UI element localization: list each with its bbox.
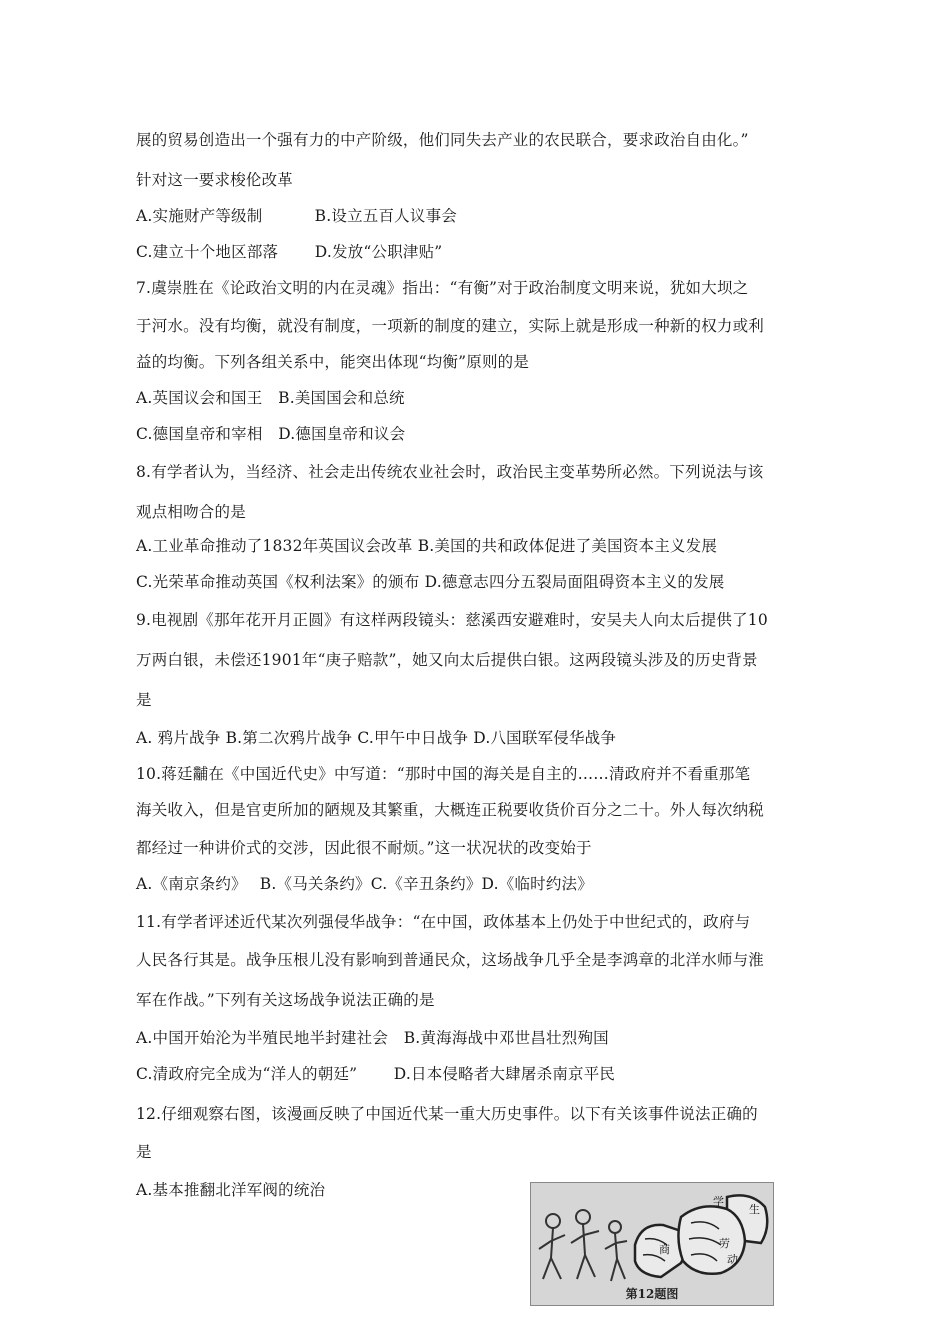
text-line: C.清政府完全成为“洋人的朝廷” D.日本侵略者大肆屠杀南京平民 bbox=[136, 1065, 616, 1083]
text-line: 10.蒋廷黼在《中国近代史》中写道：“那时中国的海关是自主的……清政府并不看重那笔 bbox=[136, 765, 751, 783]
text-line: C.建立十个地区部落 D.发放“公职津贴” bbox=[136, 243, 443, 261]
fist-label-4: 劳 bbox=[719, 1237, 730, 1250]
text-line: A.中国开始沦为半殖民地半封建社会 B.黄海海战中邓世昌壮烈殉国 bbox=[136, 1029, 609, 1047]
fist-label-2: 生 bbox=[749, 1203, 760, 1216]
text-line: A.实施财产等级制 B.设立五百人议事会 bbox=[136, 207, 457, 225]
text-line: 8.有学者认为，当经济、社会走出传统农业社会时，政治民主变革势所必然。下列说法与该 bbox=[136, 463, 764, 481]
text-line: 观点相吻合的是 bbox=[136, 503, 246, 521]
fist-label-1: 学 bbox=[713, 1195, 724, 1208]
text-line: 海关收入，但是官吏所加的陋规及其繁重，大概连正税要收货价百分之二十。外人每次纳税 bbox=[136, 801, 765, 819]
fist-label-3: 商 bbox=[659, 1243, 670, 1256]
text-line: 益的均衡。下列各组关系中，能突出体现“均衡”原则的是 bbox=[136, 353, 530, 371]
cartoon-figure-q12 bbox=[530, 1182, 774, 1306]
fist-label-5: 动 bbox=[727, 1253, 738, 1266]
text-line: A.基本推翻北洋军阀的统治 bbox=[136, 1181, 326, 1199]
text-line: 展的贸易创造出一个强有力的中产阶级，他们同失去产业的农民联合，要求政治自由化。” bbox=[136, 131, 749, 149]
text-line: 万两白银，未偿还1901年“庚子赔款”，她又向太后提供白银。这两段镜头涉及的历史背景 bbox=[136, 651, 758, 669]
text-line: 9.电视剧《那年花开月正圆》有这样两段镜头：慈溪西安避难时，安吴夫人向太后提供了10 bbox=[136, 611, 768, 629]
text-line: 人民各行其是。战争压根儿没有影响到普通民众，这场战争几乎全是李鸿章的北洋水师与淮 bbox=[136, 951, 765, 969]
text-line: C.德国皇帝和宰相 D.德国皇帝和议会 bbox=[136, 425, 406, 443]
text-line: 都经过一种讲价式的交涉，因此很不耐烦。”这一状况状的改变始于 bbox=[136, 839, 592, 857]
text-line: 是 bbox=[136, 1143, 152, 1161]
text-line: C.光荣革命推动英国《权利法案》的颁布 D.德意志四分五裂局面阻碍资本主义的发展 bbox=[136, 573, 725, 591]
figure-caption: 第12题图 bbox=[625, 1287, 679, 1301]
text-line: A.工业革命推动了1832年英国议会改革 B.美国的共和政体促进了美国资本主义发展 bbox=[136, 537, 718, 555]
text-line: 是 bbox=[136, 691, 152, 709]
text-line: 11.有学者评述近代某次列强侵华战争：“在中国，政体基本上仍处于中世纪式的，政府与 bbox=[136, 913, 751, 931]
text-line: 7.虞崇胜在《论政治文明的内在灵魂》指出：“有衡”对于政治制度文明来说，犹如大坝之 bbox=[136, 279, 749, 297]
text-line: 军在作战。”下列有关这场战争说法正确的是 bbox=[136, 991, 435, 1009]
text-line: A.英国议会和国王 B.美国国会和总统 bbox=[136, 389, 405, 407]
text-line: 针对这一要求梭伦改革 bbox=[136, 171, 294, 189]
text-line: A.《南京条约》 B.《马关条约》C.《辛丑条约》D.《临时约法》 bbox=[136, 875, 593, 893]
text-line: A. 鸦片战争 B.第二次鸦片战争 C.甲午中日战争 D.八国联军侵华战争 bbox=[136, 729, 617, 747]
text-line: 于河水。没有均衡，就没有制度，一项新的制度的建立，实际上就是形成一种新的权力或利 bbox=[136, 317, 765, 335]
text-line: 12.仔细观察右图，该漫画反映了中国近代某一重大历史事件。以下有关该事件说法正确的 bbox=[136, 1105, 758, 1123]
